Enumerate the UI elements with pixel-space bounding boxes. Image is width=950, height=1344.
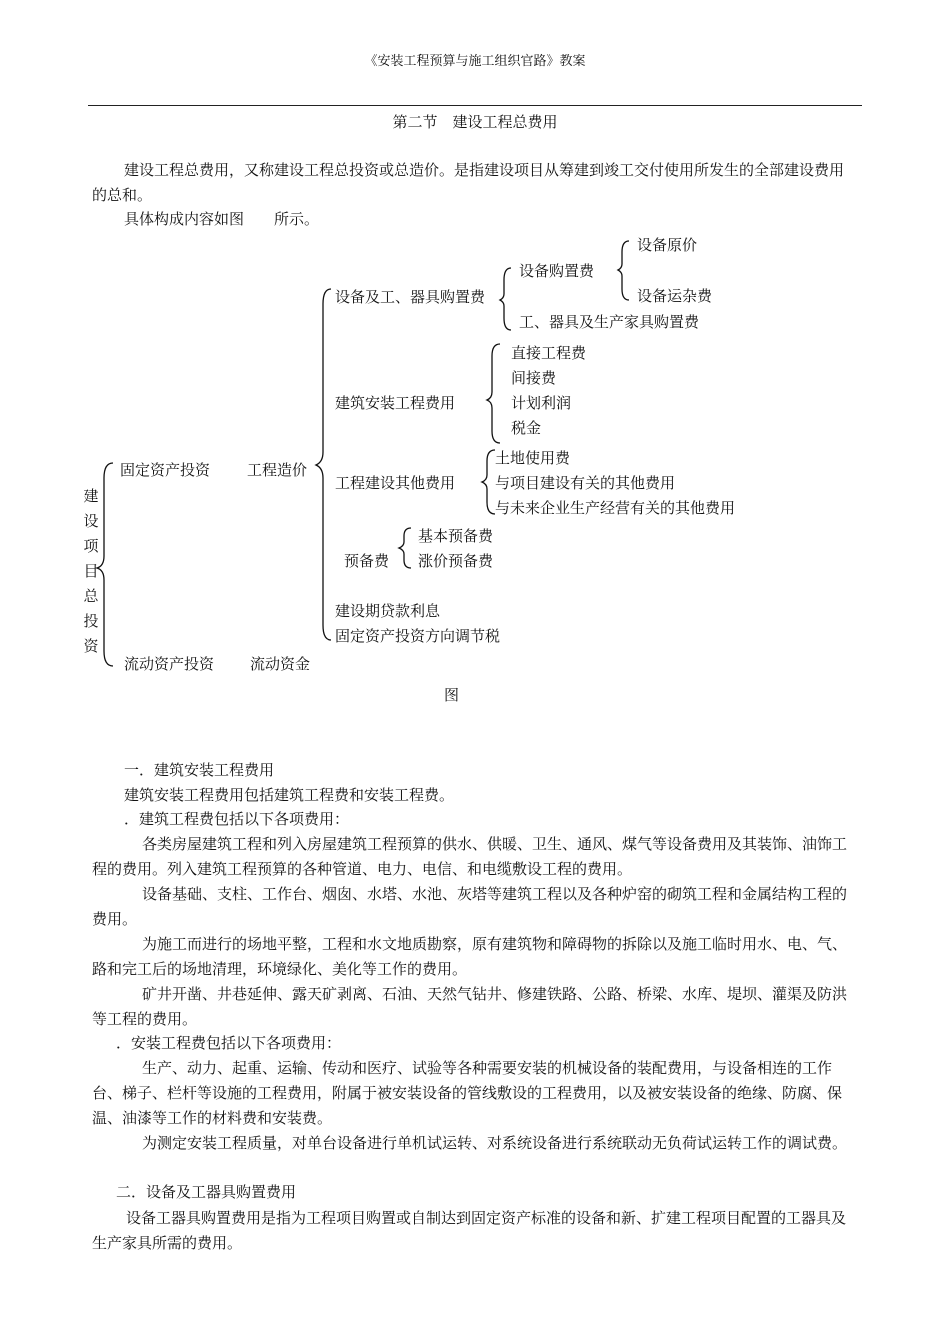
root-char: 设 — [83, 512, 99, 530]
body-paragraph: 矿井开凿、井巷延伸、露天矿剥离、石油、天然气钻井、修建铁路、公路、桥梁、水库、堤坝、灌渠及防洪等工程的费用。 — [92, 985, 848, 1028]
figure-caption: 图 — [444, 686, 460, 704]
construction-item: 直接工程费 — [511, 344, 587, 362]
reserve-fund: 预备费 — [344, 552, 390, 570]
body-paragraph: 为测定安装工程质量，对单台设备进行单机试运转、对系统设备进行系统联动无负荷试运转工作的调试费。 — [142, 1134, 848, 1152]
root-char: 建 — [83, 487, 99, 505]
page-header: 《安装工程预算与施工组织官路》教案 — [364, 54, 586, 69]
body-paragraph: 各类房屋建筑工程和列入房屋建筑工程预算的供水、供暖、卫生、通风、煤气等设备费用及其装饰、油饰工程的费用。列入建筑工程预算的各种管道、电力、电信、和电缆敷设工程的费用。 — [92, 835, 848, 878]
root-char: 投 — [83, 612, 99, 630]
other-cost-item: 与项目建设有关的其他费用 — [495, 474, 676, 492]
body-paragraph: 建筑安装工程费用包括建筑工程费和安装工程费。 — [124, 786, 455, 804]
root-char: 目 — [83, 562, 99, 580]
body-paragraph: 为施工而进行的场地平整，工程和水文地质勘察，原有建筑物和障碍物的拆除以及施工临时用水、电、气、路和完工后的场地清理，环境绿化、美化等工作的费用。 — [92, 935, 848, 978]
investment-tax: 固定资产投资方向调节税 — [335, 627, 501, 645]
subheading-building-cost: ．建筑工程费包括以下各项费用： — [124, 810, 350, 828]
root-char: 总 — [83, 587, 99, 605]
fixed-asset-investment: 固定资产投资 — [120, 461, 211, 479]
equipment-original-price: 设备原价 — [637, 236, 698, 254]
intro-paragraph: 建设工程总费用，又称建设工程总投资或总造价。是指建设项目从筹建到竣工交付使用所发生的全部建设费用的总和。 — [92, 161, 845, 204]
project-cost: 工程造价 — [247, 461, 308, 479]
tools-purchase: 工、器具及生产家具购置费 — [519, 313, 700, 331]
root-label — [82, 484, 100, 659]
construction-install-cost: 建筑安装工程费用 — [335, 394, 456, 412]
construction-item: 税金 — [511, 419, 542, 437]
body-paragraph: 生产、动力、起重、运输、传动和医疗、试验等各种需要安装的机械设备的装配费用，与设备相连的工作台、梯子、栏杆等设施的工程费用，附属于被安装设备的管线敷设的工程费用，以及被安装设备的绝缘、防腐、保温、油漆等工作的材料费和安装费。 — [92, 1059, 843, 1127]
reserve-item: 涨价预备费 — [418, 552, 494, 570]
equipment-cost: 设备及工、器具购置费 — [335, 288, 486, 306]
other-cost-item: 土地使用费 — [495, 449, 571, 467]
heading-equipment-purchase: 二．设备及工器具购置费用 — [116, 1183, 297, 1201]
construction-item: 间接费 — [511, 369, 557, 387]
equipment-purchase: 设备购置费 — [519, 262, 595, 280]
other-cost-item: 与未来企业生产经营有关的其他费用 — [495, 499, 736, 517]
loan-interest: 建设期贷款利息 — [335, 602, 441, 620]
body-paragraph: 设备工器具购置费用是指为工程项目购置或自制达到固定资产标准的设备和新、扩建工程项目配置的工器具及生产家具所需的费用。 — [92, 1209, 847, 1252]
equipment-transport: 设备运杂费 — [637, 287, 713, 305]
heading-construction-install: 一．建筑安装工程费用 — [124, 761, 275, 779]
intro-figure-reference: 具体构成内容如图 所示。 — [124, 210, 320, 228]
body-paragraph: 设备基础、支柱、工作台、烟囱、水塔、水池、灰塔等建筑工程以及各种炉窑的砌筑工程和金属结构工程的费用。 — [92, 885, 848, 928]
root-char: 项 — [83, 537, 99, 555]
root-char: 资 — [83, 637, 99, 655]
working-capital: 流动资金 — [250, 655, 311, 673]
other-construction-cost: 工程建设其他费用 — [335, 474, 456, 492]
reserve-item: 基本预备费 — [418, 527, 494, 545]
construction-item: 计划利润 — [511, 394, 572, 412]
subheading-install-cost: ．安装工程费包括以下各项费用： — [116, 1034, 342, 1052]
section-title: 第二节 建设工程总费用 — [392, 113, 558, 131]
working-asset-investment: 流动资产投资 — [124, 655, 215, 673]
